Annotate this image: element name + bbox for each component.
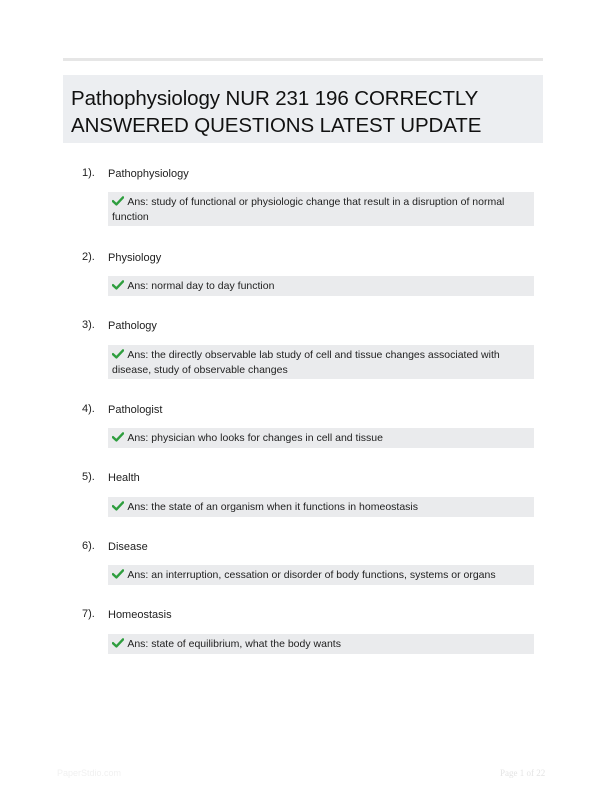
page-title (71, 85, 535, 139)
check-icon (112, 638, 124, 648)
top-divider (63, 58, 543, 61)
question-term: Physiology (108, 252, 162, 264)
question-number: 4). (82, 403, 95, 415)
question-term: Pathologist (108, 404, 163, 416)
answer-box (108, 192, 534, 226)
answer-box (108, 634, 534, 654)
check-icon (112, 501, 124, 511)
answer-text: Ans: an interruption, cessation or disorder of body functions, systems or organs (127, 569, 496, 581)
check-icon (112, 349, 124, 359)
question-number: 7). (82, 608, 95, 620)
answer-box (108, 428, 534, 448)
check-icon (112, 432, 124, 442)
footer-page-number: Page 1 of 22 (500, 768, 546, 778)
answer-text: Ans: study of functional or physiologic change that result in a disruption of normal function (112, 196, 505, 223)
title-line-1: Pathophysiology NUR 231 196 CORRECTLY (71, 87, 479, 110)
answer-box (108, 345, 534, 379)
answer-box (108, 565, 534, 585)
check-icon (112, 280, 124, 290)
question-number: 2). (82, 251, 95, 263)
question-term: Pathology (108, 320, 157, 332)
answer-text: Ans: the state of an organism when it functions in homeostasis (127, 501, 419, 513)
check-icon (112, 196, 124, 206)
footer-site-watermark: PaperStdio.com (57, 768, 122, 778)
question-term: Disease (108, 541, 148, 553)
question-number: 5). (82, 471, 95, 483)
answer-text: Ans: normal day to day function (127, 280, 275, 292)
answer-box (108, 276, 534, 296)
answer-box (108, 497, 534, 517)
question-term: Health (108, 472, 140, 484)
answer-text: Ans: state of equilibrium, what the body wants (127, 638, 341, 650)
question-number: 3). (82, 319, 95, 331)
answer-text: Ans: the directly observable lab study of cell and tissue changes associated with disease, study of observable changes (112, 349, 500, 376)
question-number: 6). (82, 540, 95, 552)
question-term: Pathophysiology (108, 168, 189, 180)
title-line-2: ANSWERED QUESTIONS LATEST UPDATE (71, 114, 482, 137)
question-number: 1). (82, 167, 95, 179)
check-icon (112, 569, 124, 579)
question-term: Homeostasis (108, 609, 172, 621)
title-banner (63, 75, 543, 143)
answer-text: Ans: physician who looks for changes in cell and tissue (127, 432, 383, 444)
